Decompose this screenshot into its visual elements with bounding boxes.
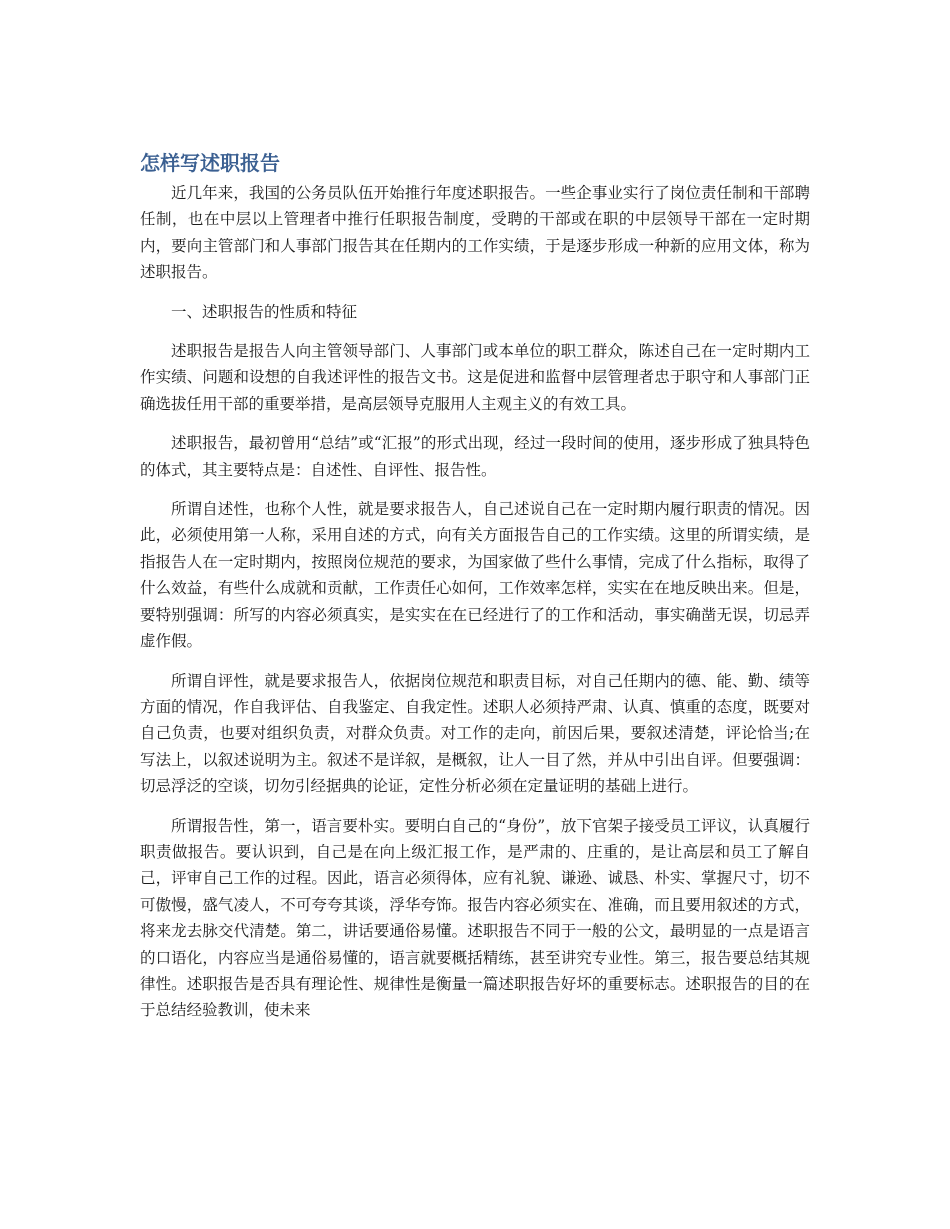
- document-body: [140, 148, 810, 1037]
- paragraph-intro: 近几年来，我国的公务员队伍开始推行年度述职报告。一些企事业实行了岗位责任制和干部聘任制，也在中层以上管理者中推行任职报告制度，受聘的干部或在职的中层领导干部在一定时期内，要向主管部门和人事部门报告其在任期内的工作实绩，于是逐步形成一种新的应用文体，称为述职报告。: [140, 184, 810, 282]
- paragraph-self-evaluation: 所谓自评性，就是要求报告人，依据岗位规范和职责目标，对自己任期内的德、能、勤、绩等方面的情况，作自我评估、自我鉴定、自我定性。述职人必须持严肃、认真、慎重的态度，既要对自己负责，也要对组织负责，对群众负责。对工作的走向，前因后果，要叙述清楚，评论恰当;在写法上，以叙述说明为主。叙述不是详叙，是概叙，让人一目了然，并从中引出自评。但要强调：切忌浮泛的空谈，切勿引经据典的论证，定性分析必须在定量证明的基础上进行。: [140, 671, 810, 796]
- paragraph-self-narration: 所谓自述性，也称个人性，就是要求报告人，自己述说自己在一定时期内履行职责的情况。因此，必须使用第一人称，采用自述的方式，向有关方面报告自己的工作实绩。这里的所谓实绩，是指报告人在一定时期内，按照岗位规范的要求，为国家做了些什么事情，完成了什么指标，取得了什么效益，有些什么成就和贡献，工作责任心如何，工作效率怎样，实实在在地反映出来。但是，要特别强调：所写的内容必须真实，是实实在在已经进行了的工作和活动，事实确凿无误，切忌弄虚作假。: [140, 500, 810, 651]
- paragraph-reporting: 所谓报告性，第一，语言要朴实。要明白自己的“身份”，放下官架子接受员工评议，认真履行职责做报告。要认识到，自己是在向上级汇报工作，是严肃的、庄重的，是让高层和员工了解自己，评审自己工作的过程。因此，语言必须得体，应有礼貌、谦逊、诚恳、朴实、掌握尺寸，切不可傲慢，盛气凌人，不可夸夸其谈，浮华夸饰。报告内容必须实在、准确，而且要用叙述的方式，将来龙去脉交代清楚。第二，讲话要通俗易懂。述职报告不同于一般的公文，最明显的一点是语言的口语化，内容应当是通俗易懂的，语言就要概括精练，甚至讲究专业性。第三，报告要总结其规律性。述职报告是否具有理论性、规律性是衡量一篇述职报告好坏的重要标志。述职报告的目的在于总结经验教训，使未来: [140, 816, 810, 1020]
- paragraph-characteristics: 述职报告，最初曾用“总结”或“汇报”的形式出现，经过一段时间的使用，逐步形成了独具特色的体式，其主要特点是：自述性、自评性、报告性。: [140, 434, 810, 479]
- section-heading-nature-and-features: 一、述职报告的性质和特征: [171, 302, 358, 321]
- paragraph-definition: 述职报告是报告人向主管领导部门、人事部门或本单位的职工群众，陈述自己在一定时期内工作实绩、问题和设想的自我述评性的报告文书。这是促进和监督中层管理者忠于职守和人事部门正确选拔任用干部的重要举措，是高层领导克服用人主观主义的有效工具。: [140, 342, 810, 413]
- document-title: 怎样写述职报告: [140, 151, 280, 175]
